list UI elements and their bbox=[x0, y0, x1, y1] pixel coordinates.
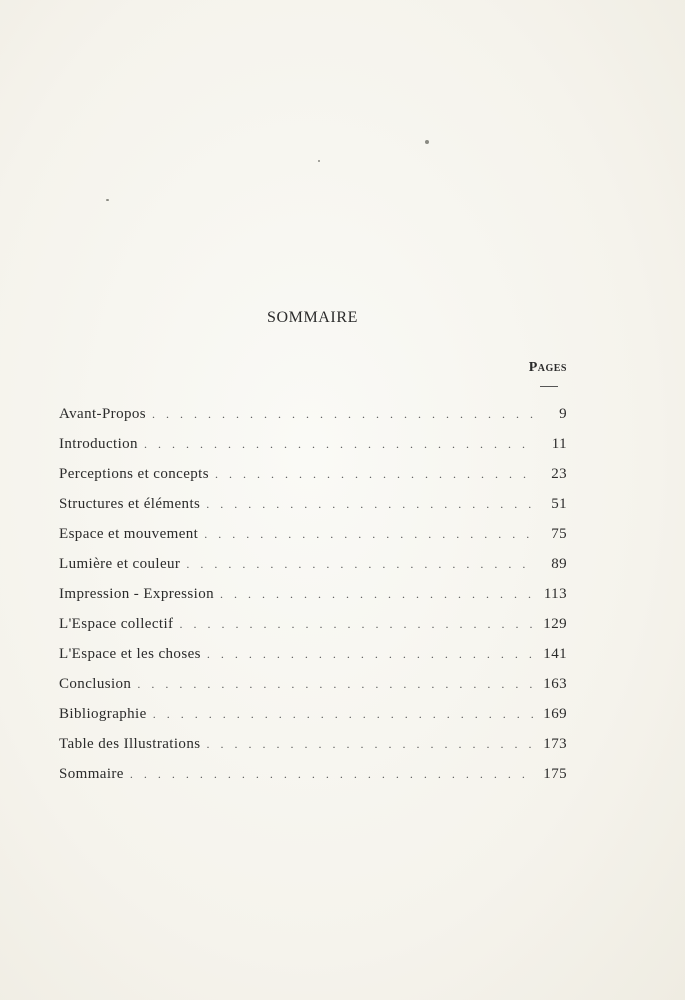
toc-entry bbox=[59, 766, 567, 796]
toc-entry bbox=[59, 676, 567, 706]
toc-entry bbox=[59, 706, 567, 736]
toc-entry bbox=[59, 616, 567, 646]
toc-entry-label: Table des Illustrations bbox=[59, 736, 201, 752]
paper-speck bbox=[106, 199, 109, 201]
toc-entry bbox=[59, 496, 567, 526]
toc-leader-dots bbox=[153, 707, 533, 722]
toc-entry-label: Introduction bbox=[59, 436, 138, 452]
toc-leader-dots bbox=[144, 437, 533, 452]
toc-entry-page: 169 bbox=[543, 706, 567, 722]
toc-entry-label: Conclusion bbox=[59, 676, 132, 692]
toc-entry-label: Bibliographie bbox=[59, 706, 147, 722]
toc-entry-page: 175 bbox=[543, 766, 567, 782]
toc-entry-label: L'Espace collectif bbox=[59, 616, 174, 632]
paper-speck bbox=[318, 160, 320, 162]
toc-leader-dots bbox=[130, 767, 533, 782]
toc-leader-dots bbox=[206, 497, 533, 512]
toc-entry-page: 129 bbox=[543, 616, 567, 632]
toc-entry-page: 173 bbox=[543, 736, 567, 752]
toc-entry-label: Lumière et couleur bbox=[59, 556, 181, 572]
toc-entry bbox=[59, 406, 567, 436]
toc-entry-label: L'Espace et les choses bbox=[59, 646, 201, 662]
toc-entry-label: Sommaire bbox=[59, 766, 124, 782]
toc-entry-page: 11 bbox=[551, 436, 567, 452]
toc-entry-page: 9 bbox=[559, 406, 567, 422]
toc-entry bbox=[59, 736, 567, 766]
pages-heading-rule bbox=[540, 386, 558, 387]
pages-column-heading: Pages bbox=[528, 360, 567, 375]
toc-entry-label: Espace et mouvement bbox=[59, 526, 199, 542]
toc-leader-dots bbox=[207, 647, 533, 662]
toc-leader-dots bbox=[215, 467, 533, 482]
toc-entry-label: Impression - Expression bbox=[59, 586, 215, 602]
toc-entry-page: 23 bbox=[551, 466, 567, 482]
toc-leader-dots bbox=[206, 737, 533, 752]
toc-leader-dots bbox=[204, 527, 533, 542]
paper-speck bbox=[425, 140, 429, 144]
toc-entry bbox=[59, 526, 567, 556]
toc-entry bbox=[59, 466, 567, 496]
table-of-contents bbox=[59, 406, 567, 796]
toc-entry-label: Structures et éléments bbox=[59, 496, 201, 512]
toc-entry-label: Avant-Propos bbox=[59, 406, 147, 422]
toc-entry-page: 113 bbox=[543, 586, 567, 602]
toc-entry-page: 163 bbox=[543, 676, 567, 692]
page-title: SOMMAIRE bbox=[266, 309, 359, 326]
toc-entry bbox=[59, 646, 567, 676]
toc-entry-page: 89 bbox=[551, 556, 567, 572]
toc-entry bbox=[59, 436, 567, 466]
toc-leader-dots bbox=[186, 557, 533, 572]
toc-entry bbox=[59, 556, 567, 586]
toc-entry-page: 51 bbox=[551, 496, 567, 512]
toc-entry-label: Perceptions et concepts bbox=[59, 466, 209, 482]
toc-entry-page: 75 bbox=[551, 526, 567, 542]
toc-leader-dots bbox=[152, 407, 533, 422]
toc-entry-page: 141 bbox=[543, 646, 567, 662]
toc-entry bbox=[59, 586, 567, 616]
toc-leader-dots bbox=[179, 617, 533, 632]
toc-leader-dots bbox=[137, 677, 533, 692]
toc-leader-dots bbox=[220, 587, 533, 602]
